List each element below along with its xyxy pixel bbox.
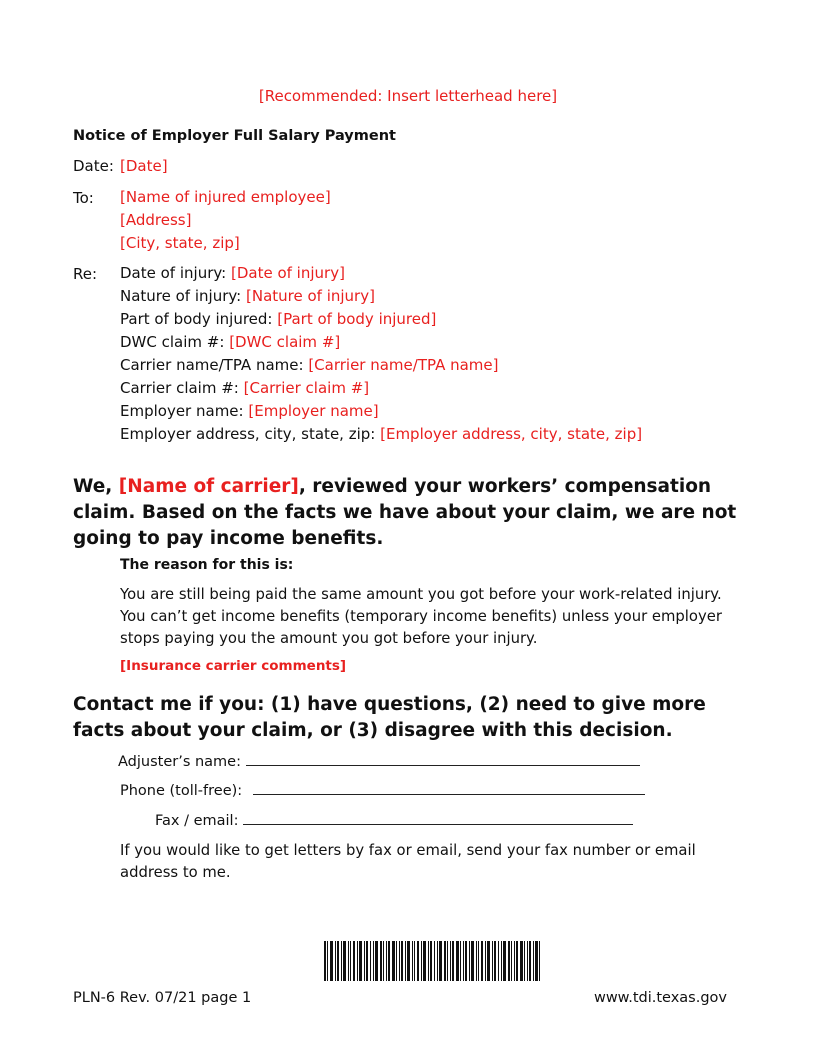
notice-title: Notice of Employer Full Salary Payment: [73, 128, 396, 144]
re-item-label: Part of body injured:: [120, 310, 273, 328]
re-item-label: Carrier claim #:: [120, 379, 239, 397]
date-value: [Date]: [120, 157, 168, 175]
decision-text: , reviewed your workers’ compensation claim. Based on the facts we have about your claim, we are not going to pay income benefits.: [73, 476, 737, 549]
re-item: [120, 377, 642, 400]
re-item-label: Carrier name/TPA name:: [120, 356, 304, 374]
to-label: To:: [73, 189, 94, 207]
phone-field: [120, 781, 645, 799]
re-label: Re:: [73, 265, 98, 283]
barcode-image: [324, 941, 540, 981]
re-item-value: [DWC claim #]: [229, 333, 341, 351]
re-item: [120, 262, 642, 285]
re-item: [120, 423, 642, 446]
decision-prefix: We,: [73, 476, 119, 497]
re-item: [120, 400, 642, 423]
adjuster-name-field: [118, 752, 640, 770]
reason-line: stops paying you the amount you got before your injury.: [120, 630, 538, 647]
re-item-label: DWC claim #:: [120, 333, 225, 351]
adjuster-name-line[interactable]: [246, 752, 640, 766]
fax-email-note: If you would like to get letters by fax or email, send your fax number or email address to me.: [120, 842, 696, 881]
re-item-value: [Carrier claim #]: [243, 379, 370, 397]
carrier-comments-placeholder: [Insurance carrier comments]: [120, 658, 347, 674]
re-item-label: Employer name:: [120, 402, 244, 420]
phone-line[interactable]: [253, 781, 645, 795]
re-item: [120, 285, 642, 308]
recipient-city-state-zip: [City, state, zip]: [120, 234, 240, 252]
recipient-address: [Address]: [120, 211, 192, 229]
re-item: [120, 308, 642, 331]
phone-label: Phone (toll-free):: [120, 783, 243, 799]
decision-heading: [73, 474, 753, 552]
reason-paragraph: [120, 584, 722, 650]
fax-email-line[interactable]: [243, 811, 633, 825]
contact-heading: Contact me if you: (1) have questions, (2) need to give more facts about your claim, or (3) disagree with this decision.: [73, 694, 706, 741]
re-item: [120, 331, 642, 354]
reason-heading: The reason for this is:: [120, 557, 294, 573]
reason-line: You are still being paid the same amount you got before your work-related injury.: [120, 586, 722, 603]
re-item-value: [Employer address, city, state, zip]: [380, 425, 643, 443]
recipient-block: [120, 186, 331, 255]
re-item-value: [Part of body injured]: [277, 310, 437, 328]
adjuster-name-label: Adjuster’s name:: [118, 754, 241, 770]
date-label: Date:: [73, 157, 114, 175]
re-item-value: [Nature of injury]: [246, 287, 375, 305]
re-item: [120, 354, 642, 377]
fax-email-label: Fax / email:: [155, 813, 239, 829]
re-item-label: Date of injury:: [120, 264, 227, 282]
website-footer[interactable]: www.tdi.texas.gov: [593, 990, 727, 1006]
re-item-value: [Date of injury]: [230, 264, 345, 282]
carrier-name-placeholder: [Name of carrier]: [118, 476, 299, 497]
fax-email-field: [155, 811, 633, 829]
re-item-value: [Carrier name/TPA name]: [308, 356, 499, 374]
re-block: [120, 262, 642, 446]
recipient-name: [Name of injured employee]: [120, 188, 331, 206]
re-item-label: Nature of injury:: [120, 287, 242, 305]
reason-line: You can’t get income benefits (temporary income benefits) unless your employer: [120, 608, 722, 625]
form-id-footer: PLN-6 Rev. 07/21 page 1: [73, 990, 252, 1006]
re-item-label: Employer address, city, state, zip:: [120, 425, 376, 443]
letterhead-placeholder: [Recommended: Insert letterhead here]: [258, 87, 558, 105]
re-item-value: [Employer name]: [248, 402, 379, 420]
